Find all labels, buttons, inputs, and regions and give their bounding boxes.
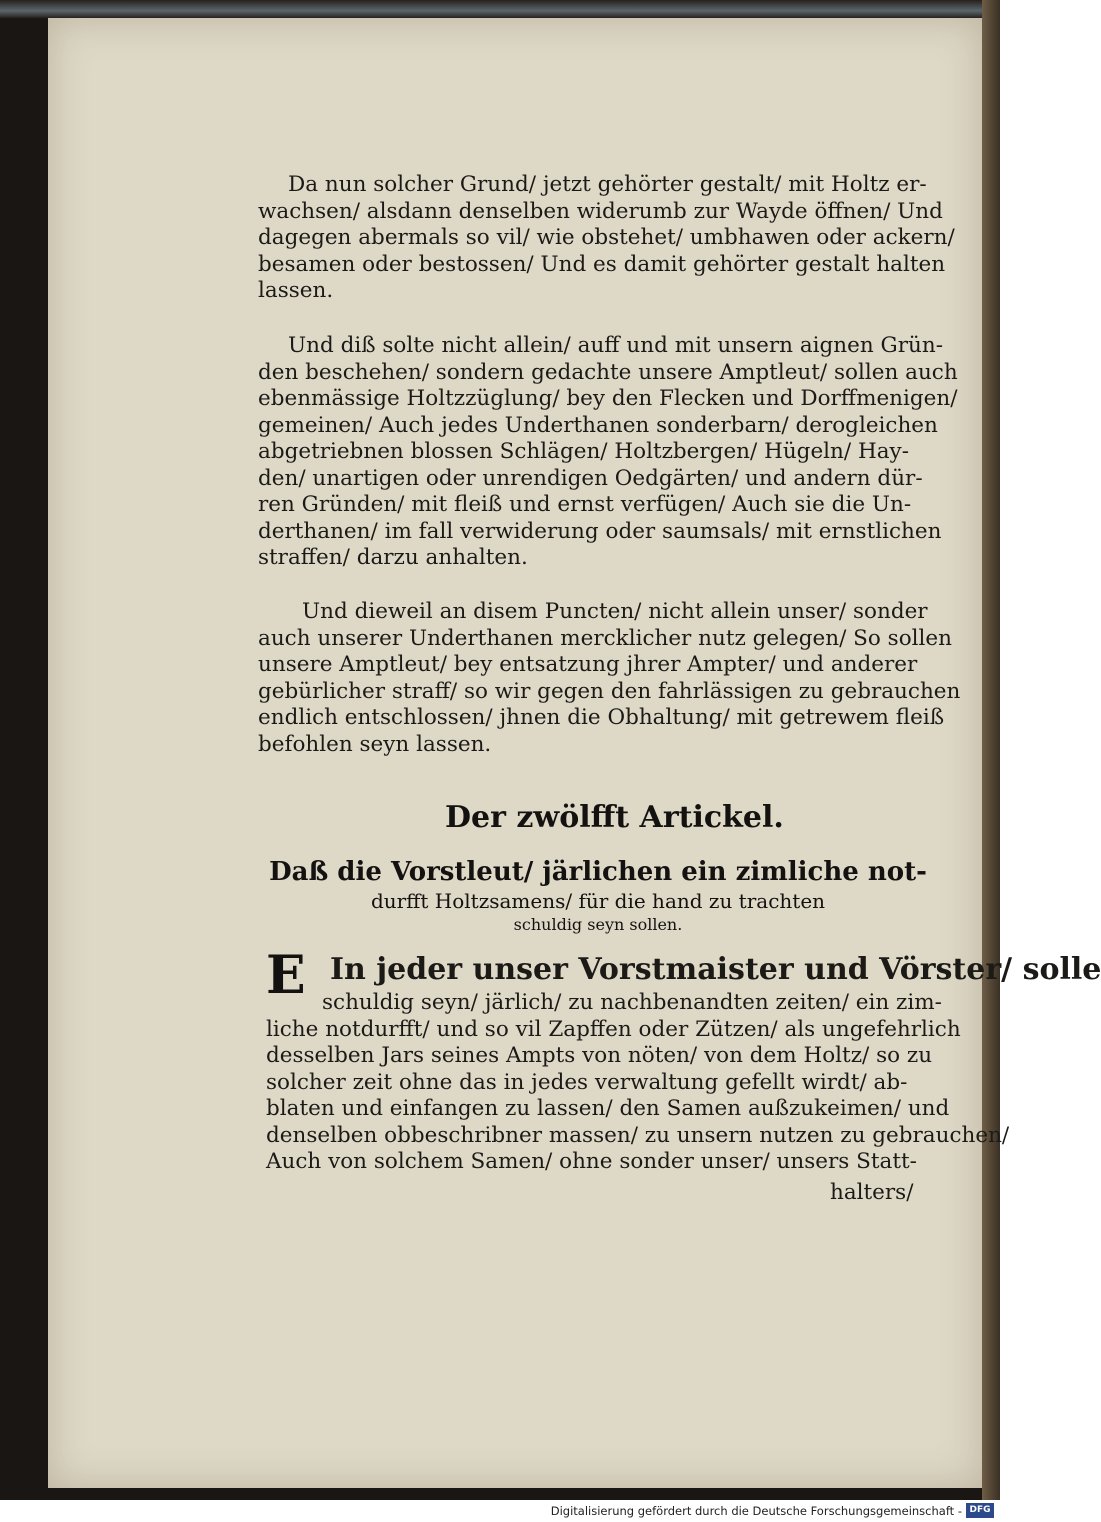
text-line: unsere Amptleut/ bey entsatzung jhrer Ampter/ und anderer	[258, 652, 918, 677]
text-line: dagegen abermals so vil/ wie obstehet/ umbhawen oder ackern/	[258, 225, 955, 250]
text-line: Da nun solcher Grund/ jetzt gehörter gestalt/ mit Holtz er-	[288, 172, 927, 197]
text-line: derthanen/ im fall verwiderung oder saumsals/ mit ernstlichen	[258, 518, 942, 544]
funding-credit: Digitalisierung gefördert durch die Deutsche Forschungsgemeinschaft -	[550, 1504, 962, 1518]
text-line: Und dieweil an disem Puncten/ nicht allein unser/ sonder	[302, 599, 928, 624]
text-line: auch unserer Underthanen mercklicher nutz gelegen/ So sollen	[258, 625, 952, 651]
subtitle-line: Daß die Vorstleut/ järlichen ein zimliche not-	[269, 857, 927, 887]
text-line: Auch von solchem Samen/ ohne sonder unser/ unsers Statt-	[266, 1149, 917, 1174]
text-line: liche notdurfft/ und so vil Zapffen oder Zützen/ als ungefehrlich	[266, 1016, 961, 1042]
decorated-initial: E	[266, 945, 306, 1006]
text-line: lassen.	[258, 278, 334, 303]
text-line: befohlen seyn lassen.	[258, 731, 492, 757]
text-line: gemeinen/ Auch jedes Underthanen sonderbarn/ derogleichen	[258, 412, 938, 438]
subtitle-line: durfft Holtzsamens/ für die hand zu trachten	[370, 889, 826, 913]
catchword: halters/	[830, 1180, 914, 1205]
text-line: ren Gründen/ mit fleiß und ernst verfügen/ Auch sie die Un-	[258, 492, 912, 517]
text-line: Und diß solte nicht allein/ auff und mit unsern aignen Grün-	[288, 333, 943, 358]
text-line: denselben obbeschribner massen/ zu unsern nutzen zu gebrauchen/	[266, 1122, 1010, 1148]
text-line: solcher zeit ohne das in jedes verwaltung gefellt wirdt/ ab-	[266, 1069, 908, 1095]
book-edge-top	[0, 0, 1000, 18]
text-line: In jeder unser Vorstmaister und Vörster/ solle	[330, 952, 1101, 987]
text-line: endlich entschlossen/ jhnen die Obhaltung/ mit getrewem fleiß	[258, 705, 945, 730]
text-line: schuldig seyn/ järlich/ zu nachbenandten zeiten/ ein zim-	[322, 990, 942, 1015]
text-line: besamen oder bestossen/ Und es damit gehörter gestalt halten	[258, 251, 946, 277]
paragraph-2	[258, 333, 958, 572]
subtitle-line: schuldig seyn sollen.	[513, 915, 683, 934]
text-line: ebenmässige Holtzzüglung/ bey den Flecken und Dorffmenigen/	[258, 386, 958, 411]
paragraph-3	[258, 599, 960, 758]
article-heading: Der zwölfft Artickel.	[445, 800, 784, 835]
text-line: blaten und einfangen zu lassen/ den Samen außzukeimen/ und	[266, 1096, 950, 1121]
paragraph-1	[258, 172, 955, 305]
text-line: abgetriebnen blossen Schlägen/ Holtzbergen/ Hügeln/ Hay-	[258, 439, 909, 464]
text-line: den/ unartigen oder unrendigen Oedgärten/ und andern dür-	[258, 465, 923, 491]
text-line: desselben Jars seines Ampts von nöten/ von dem Holtz/ so zu	[266, 1043, 933, 1068]
dfg-logo[interactable]: DFG	[966, 1503, 994, 1518]
text-line: wachsen/ alsdann denselben widerumb zur Wayde öffnen/ Und	[258, 198, 943, 224]
text-line: den beschehen/ sondern gedachte unsere Amptleut/ sollen auch	[258, 359, 958, 385]
paragraph-4	[266, 945, 1101, 1176]
text-line: straffen/ darzu anhalten.	[258, 545, 528, 570]
article-subtitle	[258, 856, 938, 936]
text-line: gebürlicher straff/ so wir gegen den fahrlässigen zu gebrauchen	[258, 678, 961, 704]
book-edge-right	[982, 0, 1000, 1500]
footer-bar	[0, 1500, 1000, 1522]
